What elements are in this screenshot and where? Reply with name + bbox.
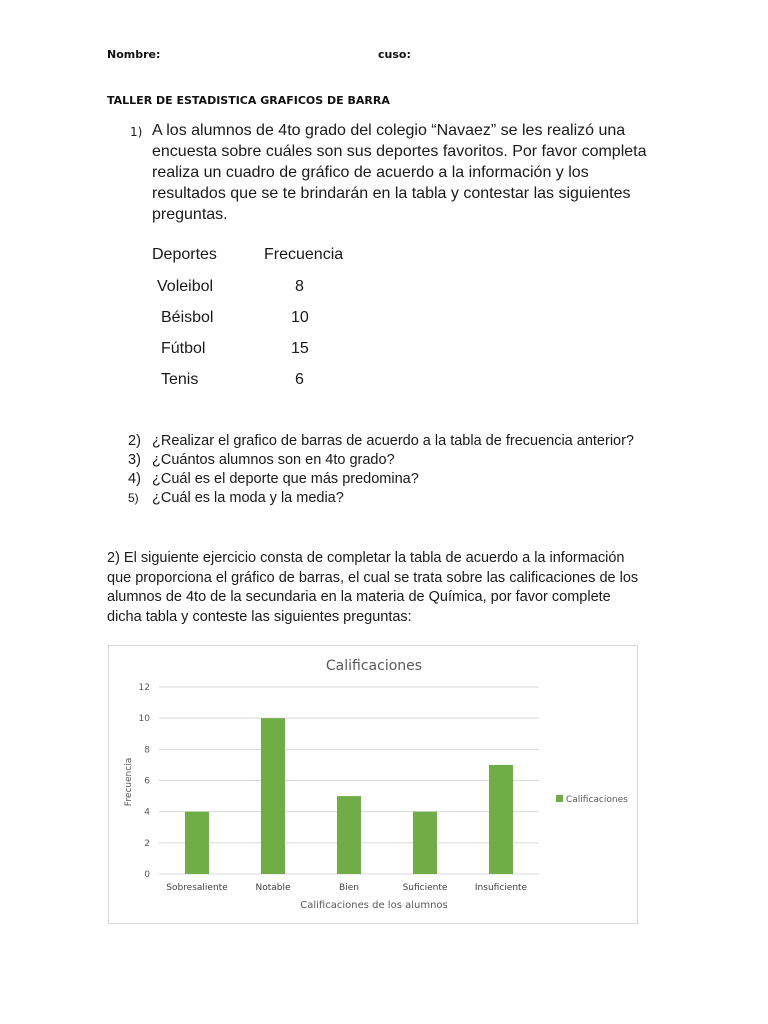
table-cell-frequency: 6 [295,371,304,388]
exercise-2-line: alumnos de 4to de la secundaria en la materia de Química, por favor complete [107,589,611,605]
chart-bar [489,765,513,874]
chart-legend [556,795,628,805]
question-text: ¿Cuál es el deporte que más predomina? [152,471,419,487]
chart-bar [185,812,209,874]
bar-chart-svg [109,646,637,923]
exercise-1-line: preguntas. [152,206,228,223]
exercise-2-line: dicha tabla y conteste las siguientes preguntas: [107,608,412,625]
chart-y-tick-label: 10 [138,714,150,725]
table-cell-sport: Béisbol [161,309,214,326]
exercise-1-line: encuesta sobre cuáles son sus deportes favoritos. Por favor completa [152,143,647,160]
chart-x-axis-label: Calificaciones de los alumnos [300,900,448,911]
chart-x-tick-label: Sobresaliente [166,883,228,893]
chart-legend-swatch [556,795,563,802]
chart-y-tick-label: 6 [144,776,150,787]
question-item [128,433,634,449]
table-cell-sport: Tenis [161,371,199,388]
question-list [128,433,688,513]
chart-bars [185,718,513,874]
table-header-frequency: Frecuencia [264,246,344,263]
table-cell-frequency: 10 [291,309,309,326]
name-label: Nombre: [107,48,161,61]
exercise-1-number: 1) [130,125,143,139]
exercise-2-line: 2) El siguiente ejercicio consta de completar la tabla de acuerdo a la información [107,550,625,566]
chart-y-tick-label: 0 [144,870,150,880]
question-number: 2) [128,433,141,449]
question-number: 3) [128,452,141,468]
chart-y-tick-label: 4 [144,807,150,818]
exercise-1-text [152,120,712,225]
question-number: 5) [128,491,139,505]
chart-y-tick-label: 2 [144,838,150,849]
question-item [128,490,344,506]
question-text: ¿Cuál es la moda y la media? [152,490,344,506]
chart-bar [261,718,285,874]
question-text: ¿Cuántos alumnos son en 4to grado? [152,452,395,468]
chart-x-tick-label: Suficiente [402,883,448,893]
question-item [128,452,395,468]
chart-bar [413,812,437,874]
exercise-1-line: A los alumnos de 4to grado del colegio “Navaez” se les realizó una [152,122,626,139]
table-header-sports: Deportes [152,246,217,263]
chart-x-tick-label: Insuficiente [474,883,528,893]
exercise-2-text [107,549,687,627]
question-number: 4) [128,471,141,487]
exercise-2-line: que proporciona el gráfico de barras, el cual se trata sobre las calificaciones de los [107,569,639,586]
chart-y-axis-label: Frecuencia [124,757,134,807]
chart-x-tick-label: Bien [339,883,359,893]
chart-legend-label: Calificaciones [566,795,628,805]
table-cell-frequency: 8 [295,278,304,295]
table-cell-sport: Voleibol [157,278,214,295]
bar-chart [108,645,638,924]
exercise-1-line: realiza un cuadro de gráfico de acuerdo a la información y los [152,164,589,181]
course-label: cuso: [378,48,411,61]
chart-x-tick-label: Notable [255,883,291,893]
chart-y-tick-label: 12 [138,683,150,693]
chart-y-tick-label: 8 [144,745,150,756]
chart-title: Calificaciones [325,658,423,674]
chart-y-ticks [139,683,151,880]
worksheet-title: TALLER DE ESTADISTICA GRAFICOS DE BARRA [107,94,390,107]
chart-x-ticks [166,883,527,893]
table-cell-frequency: 15 [291,340,309,357]
question-text: ¿Realizar el grafico de barras de acuerdo a la tabla de frecuencia anterior? [152,433,634,449]
table-cell-sport: Fútbol [161,340,206,357]
exercise-1-line: resultados que se te brindarán en la tabla y contestar las siguientes [152,185,631,202]
question-item [128,471,419,487]
chart-bar [337,796,361,874]
